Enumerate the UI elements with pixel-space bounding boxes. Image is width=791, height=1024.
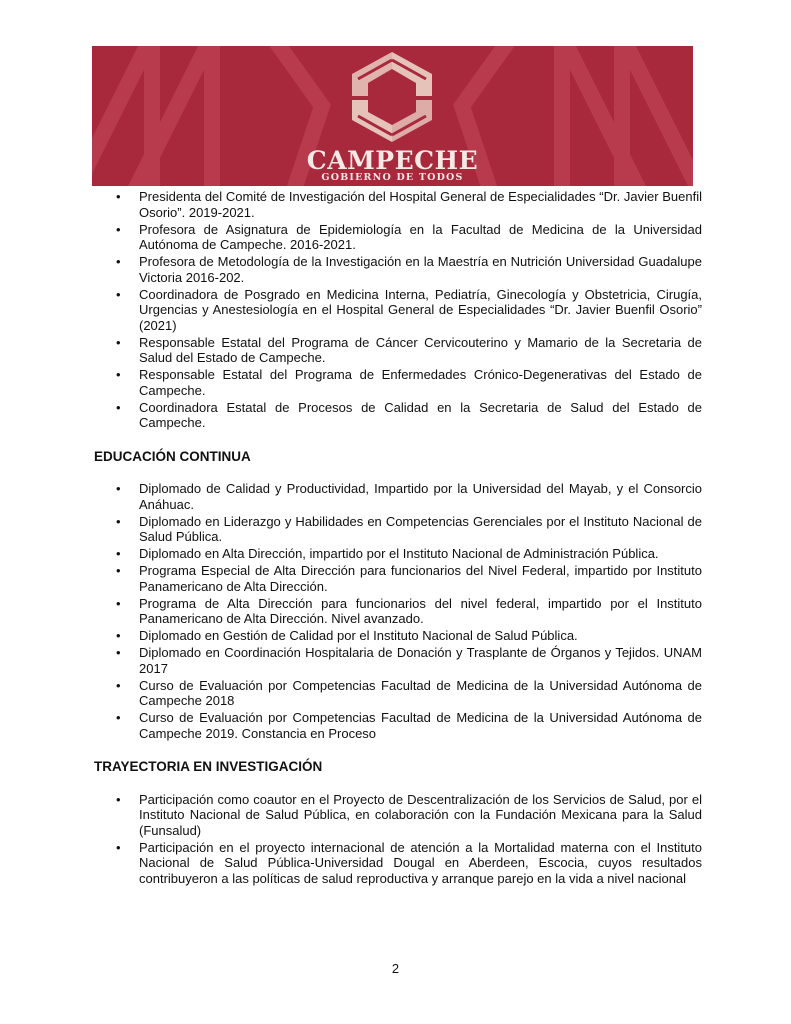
list-item: • Participación como coautor en el Proyecto de Descentralización de los Servicios de Salud, por el Instituto Nacional de Salud Pública, en colaboración con la Fundación Mexicana para la Salud (Funsalud)	[96, 792, 702, 839]
list-item: • Coordinadora Estatal de Procesos de Calidad en la Secretaria de Salud del Estado de Campeche.	[96, 400, 702, 431]
list-item: • Coordinadora de Posgrado en Medicina Interna, Pediatría, Ginecología y Obstetricia, Cirugía, Urgencias y Anestesiología en el Hospital General de Especialidades “Dr. Javier Buenfil Osorio” (2021)	[96, 287, 702, 334]
trayectoria-list	[96, 792, 702, 887]
list-item: • Curso de Evaluación por Competencias Facultad de Medicina de la Universidad Autónoma de Campeche 2019. Constancia en Proceso	[96, 710, 702, 741]
list-item: • Diplomado de Calidad y Productividad, Impartido por la Universidad del Mayab, y el Consorcio Anáhuac.	[96, 481, 702, 512]
header-banner	[92, 46, 693, 186]
list-item: • Programa Especial de Alta Dirección para funcionarios del Nivel Federal, impartido por Instituto Panamericano de Alta Dirección.	[96, 563, 702, 594]
brand-tagline: GOBIERNO DE TODOS	[321, 172, 464, 183]
section-title-educacion: EDUCACIÓN CONTINUA	[94, 448, 251, 464]
list-item: • Responsable Estatal del Programa de Enfermedades Crónico-Degenerativas del Estado de Campeche.	[96, 367, 702, 398]
list-item: • Diplomado en Liderazgo y Habilidades en Competencias Gerenciales por el Instituto Nacional de Salud Pública.	[96, 514, 702, 545]
list-item: • Participación en el proyecto internacional de atención a la Mortalidad materna con el Instituto Nacional de Salud Pública-Universidad Dougal en Aberdeen, Escocia, cuyos resultados contribuyeron a las políticas de salud reproductiva y arranque parejo en la vida a nivel nacional	[96, 840, 702, 887]
page-number: 2	[391, 961, 400, 976]
educacion-list	[96, 481, 702, 741]
list-item: • Diplomado en Coordinación Hospitalaria de Donación y Trasplante de Órganos y Tejidos. UNAM 2017	[96, 645, 702, 676]
list-item: • Curso de Evaluación por Competencias Facultad de Medicina de la Universidad Autónoma de Campeche 2018	[96, 678, 702, 709]
brand-name: CAMPECHE	[306, 146, 479, 175]
campeche-logo-icon	[346, 50, 438, 144]
list-item: • Presidenta del Comité de Investigación del Hospital General de Especialidades “Dr. Javier Buenfil Osorio”. 2019-2021.	[96, 189, 702, 220]
list-item: • Responsable Estatal del Programa de Cáncer Cervicouterino y Mamario de la Secretaria de Salud del Estado de Campeche.	[96, 335, 702, 366]
cargos-list	[96, 189, 702, 431]
list-item: • Profesora de Asignatura de Epidemiología en la Facultad de Medicina de la Universidad Autónoma de Campeche. 2016-2021.	[96, 222, 702, 253]
list-item: • Diplomado en Gestión de Calidad por el Instituto Nacional de Salud Pública.	[96, 628, 702, 644]
document-body	[96, 189, 702, 888]
section-title-trayectoria: TRAYECTORIA EN INVESTIGACIÓN	[94, 759, 323, 774]
list-item: • Diplomado en Alta Dirección, impartido por el Instituto Nacional de Administración Pública.	[96, 546, 702, 562]
list-item: • Programa de Alta Dirección para funcionarios del nivel federal, impartido por el Instituto Panamericano de Alta Dirección. Nivel avanzado.	[96, 596, 702, 627]
list-item: • Profesora de Metodología de la Investigación en la Maestría en Nutrición Universidad Guadalupe Victoria 2016-202.	[96, 254, 702, 285]
